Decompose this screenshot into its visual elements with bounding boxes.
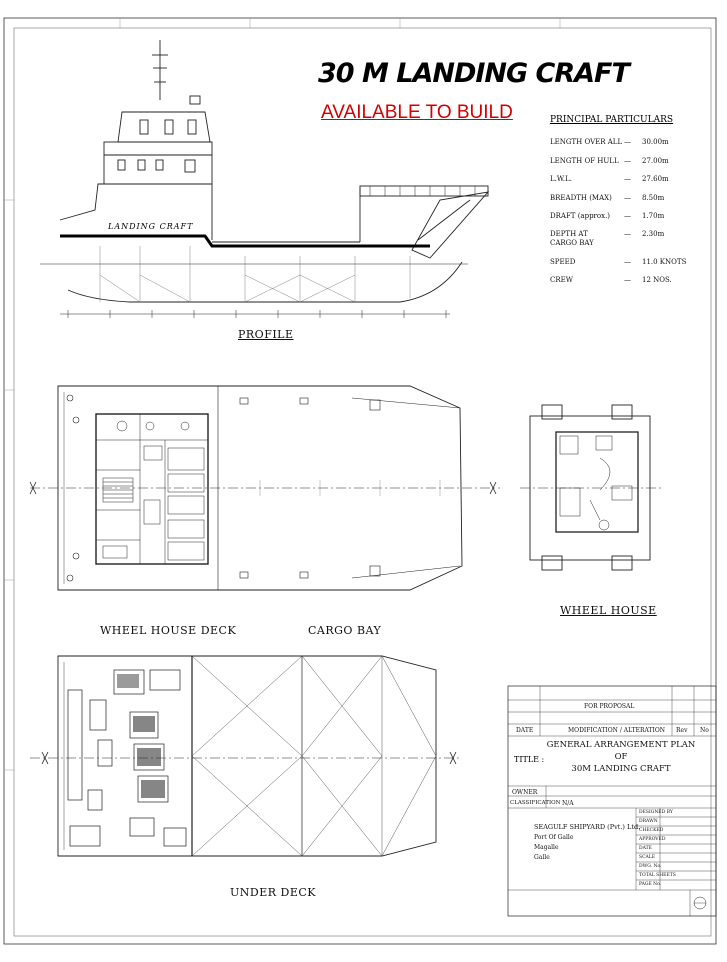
pp-value: 27.00m	[642, 157, 669, 165]
wheel-house-deck-label: WHEEL HOUSE DECK	[100, 624, 237, 637]
rev-rev-header: Rev	[676, 727, 688, 734]
pp-dash: —	[624, 157, 631, 165]
hull-marking: LANDING CRAFT	[108, 222, 194, 231]
pp-dash: —	[624, 212, 631, 220]
wheel-house-label: WHEEL HOUSE	[560, 604, 657, 617]
rev-date-header: DATE	[516, 727, 534, 734]
under-deck-plan	[30, 656, 460, 856]
classification-value: N/A	[562, 800, 574, 807]
pp-value: 8.50m	[642, 194, 665, 202]
page-subtitle: AVAILABLE TO BUILD	[321, 102, 513, 123]
drawing-title-line2: OF	[614, 752, 628, 762]
sig-row-label: DWG. No.	[639, 864, 662, 869]
classification-label: CLASSIFICATION	[510, 800, 561, 806]
pp-label: SPEED	[550, 258, 576, 266]
pp-dash: —	[624, 276, 631, 284]
shipyard-address-3: Galle	[534, 854, 550, 861]
shipyard-address-1: Port Of Galle	[534, 834, 574, 841]
pp-label: LENGTH OVER ALL	[550, 138, 623, 146]
pp-label: BREADTH (MAX)	[550, 194, 612, 202]
rev-modification-header: MODIFICATION / ALTERATION	[568, 727, 666, 734]
pp-value: 11.0 KNOTS	[642, 258, 687, 266]
sig-row-label: TOTAL SHEETS	[639, 873, 676, 878]
rev-proposal-text: FOR PROPOSAL	[584, 703, 635, 710]
shipyard-address-2: Magalle	[534, 844, 559, 851]
pp-dash: —	[624, 138, 631, 146]
sig-row-label: CHECKED	[639, 828, 664, 833]
pp-dash: —	[624, 194, 631, 202]
wheel-house-deck-plan	[30, 386, 500, 590]
pp-value: 2.30m	[642, 230, 665, 238]
sig-row-label: SCALE	[639, 855, 656, 860]
under-deck-label: UNDER DECK	[230, 886, 317, 899]
pp-dash: —	[624, 258, 631, 266]
sig-row-label: DRAWN	[639, 819, 658, 824]
pp-dash: —	[624, 175, 631, 183]
wheel-house-plan	[520, 405, 662, 570]
sig-row-label: DATE	[639, 846, 652, 851]
drawing-title-line3: 30M LANDING CRAFT	[571, 764, 671, 774]
sig-row-label: DESIGNED BY	[639, 810, 673, 815]
pp-label: L.W.L.	[550, 175, 572, 183]
sig-row-label: PAGE No.	[639, 882, 662, 887]
pp-label: CREW	[550, 276, 573, 284]
rev-no-header: No	[700, 727, 709, 734]
principal-particulars-heading: PRINCIPAL PARTICULARS	[550, 115, 674, 125]
pp-dash: —	[624, 230, 631, 238]
pp-value: 30.00m	[642, 138, 669, 146]
shipyard-name: SEAGULF SHIPYARD (Pvt.) Ltd.	[534, 823, 641, 831]
pp-label: LENGTH OF HULL	[550, 157, 619, 165]
drawing-title-line1: GENERAL ARRANGEMENT PLAN	[546, 740, 696, 750]
title-label: TITLE :	[514, 755, 545, 764]
pp-value: 27.60m	[642, 175, 669, 183]
sig-row-label: APPROVED	[639, 837, 666, 842]
pp-value: 1.70m	[642, 212, 665, 220]
pp-label: DRAFT (approx.)	[550, 212, 611, 220]
pp-value: 12 NOS.	[642, 276, 672, 284]
pp-label: DEPTH AT CARGO BAY	[550, 230, 594, 247]
profile-label: PROFILE	[238, 328, 294, 341]
cargo-bay-label: CARGO BAY	[308, 624, 382, 637]
page-title: 30 M LANDING CRAFT	[318, 58, 629, 89]
owner-label: OWNER	[512, 789, 538, 796]
